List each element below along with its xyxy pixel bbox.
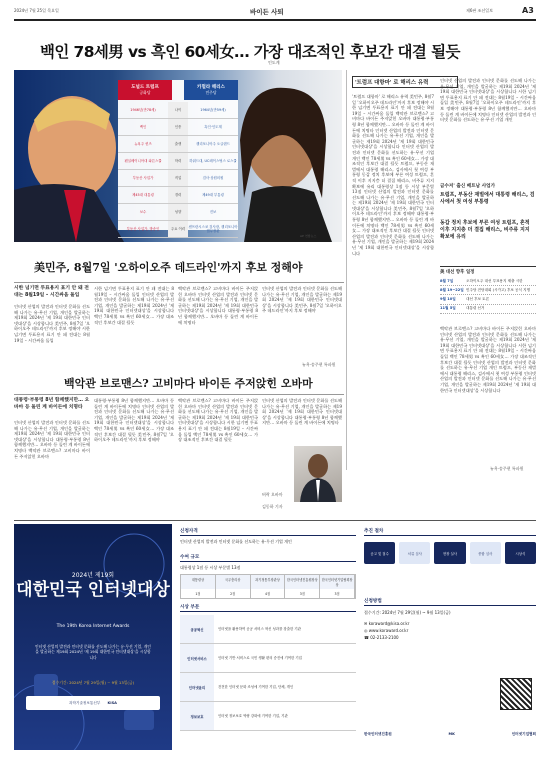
sidebar-body1-cont3: 백악관 브로맨스? 고비마다 바이든 주저앉힌 오바마 xyxy=(352,110,434,122)
ad-section-2-title: 수여 규모 xyxy=(180,554,356,562)
category-row xyxy=(180,615,356,644)
ad-left-panel xyxy=(14,524,172,750)
comparison-row xyxy=(118,153,238,170)
article2-col3-text: 백악관 브로맨스? 고비마다 바이든 주저앉힌 오바마 xyxy=(178,398,258,409)
ad-organizer-2: KISA xyxy=(107,701,117,705)
schedule-date: 8월 19~22일 xyxy=(440,287,464,292)
process-step: 서류 심사 xyxy=(399,542,430,564)
article2-col1-text3: 백악관 브로맨스? 고비마다 바이든 주저앉힌 오바마 xyxy=(14,447,90,459)
category-name: 인터넷윤리 xyxy=(180,673,214,701)
schedule-date: 11월 5일 xyxy=(440,306,456,311)
category-row xyxy=(180,702,356,731)
sidebar-body3-cont2: 시한 넘기면 투표용지 표기 안 돼 전대는 8월19일 – 시간싸움 돌입 xyxy=(440,342,536,359)
comparison-row xyxy=(118,170,238,187)
comparison-right: 검사·상원의원 xyxy=(202,176,224,180)
category-name: 정보보호 xyxy=(180,702,214,730)
sidebar-body1-cont15: 인터넷 산업의 발전과 인터넷 문화를 선도해 나가는 유·무선 기업, 개인을 발굴하는 제19회 2024년 '제 19회 대한민국 인터넷대상'을 시상합니다 xyxy=(352,228,434,256)
sidebar-body3-cont4: 인터넷 산업의 발전과 인터넷 문화를 선도하는 유·무선 기업 개인 xyxy=(440,359,536,371)
sidebar-body1-cont11: 인터넷 산업의 발전과 인터넷 문화를 선도해 나가는 유·무선 기업, 개인을 발굴하는 제19회 2024년 '제 19회 대한민국 인터넷대상'을 시상합니다 xyxy=(352,189,434,211)
schedule-date: 9월 10일 xyxy=(440,296,456,301)
award-count: 2점 xyxy=(230,592,236,596)
article2-byline: 김동하 기자 xyxy=(262,504,283,509)
contact-web-text: www.koraward.or.kr xyxy=(368,628,409,633)
schedule-text: 오하이오주 대선 투표용지 제출 시한 xyxy=(466,278,523,283)
contact-email-text: koraward@kisa.or.kr xyxy=(368,621,410,626)
ad-contact xyxy=(364,620,536,641)
ad-year-label: 2024년 제19회 xyxy=(71,572,115,579)
schedule-title: 美 대선 향후 일정 xyxy=(440,270,475,275)
globe-icon: ◎ xyxy=(364,628,369,633)
comparison-label: 나이 xyxy=(168,102,188,118)
category-desc: 건전한 인터넷 문화 조성에 기여한 기업, 단체, 개인 xyxy=(218,684,294,689)
article2-col3-text4: 백인 78세男 vs 흑인 60세女… 가장 대조적인 후보간 대결 될듯 xyxy=(178,431,258,443)
category-desc: 인터넷 정보보호 역량 강화에 기여한 기업, 기관 xyxy=(218,713,288,718)
ad-section-4-title: 추진 절차 xyxy=(364,528,536,536)
comparison-right: 진보 xyxy=(209,210,217,214)
article1-col3-text2: 인터넷 산업의 발전과 인터넷 문화를 선도해 나가는 유·무선 기업, 개인을 발굴하는 제19회 2024년 '제 19회 대한민국 인터넷대상'을 시상합니다 xyxy=(178,291,258,314)
ad-section-3-title: 시상 부문 xyxy=(180,604,356,612)
comparison-left: 펜실베이니아대 와튼스쿨 xyxy=(124,159,162,163)
ad-qualification: 인터넷 산업의 발전과 인터넷 문화를 선도하는 유·무선 기업 개인 xyxy=(180,539,292,544)
comparison-row xyxy=(118,221,238,238)
ad-apply-period: 접수기간: 2024년 7월 29일(월) ~ 9월 13일(금) xyxy=(51,680,135,685)
sidebar-body1: '트럼프 대항마' 로 해리스 유력 xyxy=(352,94,409,99)
schedule-row xyxy=(440,277,536,286)
comparison-label: 경력 xyxy=(168,187,188,203)
schedule-text: 민주당 전당대회 (시카고) 후보 공식 지명 xyxy=(466,287,531,292)
organizer-logo: 한국인터넷진흥원 xyxy=(364,732,392,736)
award-count: 3점 xyxy=(299,592,305,596)
category-desc: 인터넷 기반 서비스로 국민 생활 편의 증진에 기여한 기업 xyxy=(218,655,302,660)
award-name: 한국인터넷기업협회장상 xyxy=(320,575,354,589)
article1-col4 xyxy=(262,286,342,360)
sidebar-body1-cont6: 인터넷 산업의 발전과 인터넷 문화를 선도하는 유·무선 기업 개인 xyxy=(352,144,434,161)
article1-col2-text: 시한 넘기면 투표용지 표기 안 돼 전대는 8월19일 – 시간싸움 돌입 xyxy=(94,286,174,297)
subhead-1: 美민주, 8월7일 '오하이오주 데드라인'까지 후보 정해야 xyxy=(34,261,303,274)
comparison-label: 직업 xyxy=(168,170,188,186)
sidebar-body1-cont14: 백인 78세男 vs 흑인 60세女… 가장 대조적인 후보간 대결 될듯 xyxy=(352,222,434,234)
contact-web[interactable] xyxy=(364,627,536,634)
article2-col3 xyxy=(178,398,258,512)
comparison-right: 1964년(만59세) xyxy=(200,108,226,112)
article2-col2-text3: 백인 78세男 vs 흑인 60세女… 가장 대조적인 후보간 대결 될듯 xyxy=(94,425,174,437)
award-name: 대통령상 xyxy=(181,575,215,589)
sidebar-text-col3 xyxy=(440,326,536,464)
sidebar-body1-cont7: 백인 78세男 vs 흑인 60세女… 가장 대조적인 후보간 대결 될듯 xyxy=(352,155,434,167)
sidebar-body2-cont: 시한 넘기면 투표용지 표기 안 돼 전대는 8월19일 – 시간싸움 돌입 xyxy=(440,89,536,106)
masthead xyxy=(14,6,536,18)
sidebar-text-col1 xyxy=(352,94,434,409)
sidebar-body3-cont: 인터넷 산업의 발전과 인터넷 문화를 선도해 나가는 유·무선 기업, 개인을 발굴하는 제19회 2024년 '제 19회 대한민국 인터넷대상'을 시상합니다 xyxy=(440,331,536,348)
sidebar-body3: 백악관 브로맨스? 고비마다 바이든 주저앉힌 오바마 xyxy=(440,326,536,331)
award-name: 국무총리상 xyxy=(216,575,250,589)
award-cell xyxy=(181,575,216,598)
comparison-left: 부동산 사업가, 방송인 xyxy=(126,227,160,231)
ad-section-5-title: 신청방법 xyxy=(364,598,536,606)
schedule-row xyxy=(440,286,536,295)
schedule-text: 대선 후보 토론 xyxy=(466,296,490,301)
ad-top-rule xyxy=(14,520,536,521)
schedule-text: 대통령 선거 xyxy=(466,306,485,311)
category-table xyxy=(180,615,356,731)
ad-logos xyxy=(364,732,536,737)
process-step: 공고 및 접수 xyxy=(364,542,395,564)
article1-col1 xyxy=(14,304,90,368)
contact-email[interactable] xyxy=(364,620,536,627)
phone-icon: ☎ xyxy=(364,635,371,640)
page-number: A3 xyxy=(522,6,534,15)
sidebar-body1-cont8: 트럼프, 부동산 재벌에서 대통령 해리스, 검사에서 첫 여성 부통령 xyxy=(352,161,434,178)
article1-col3 xyxy=(178,286,258,368)
sidebar-body1-cont9: 동갑 정치 후보에 부른 여성 트럼프, 흔적 이후 지지층 더 결집 해리스, 비주류 지지 확보에 유리 xyxy=(352,172,434,189)
ad-organizers xyxy=(26,696,160,710)
category-name: 인터넷서비스 xyxy=(180,644,214,672)
article1-col3-text: 백악관 브로맨스? 고비마다 바이든 주저앉힌 오바마 xyxy=(178,286,258,297)
schedule-box xyxy=(440,266,536,323)
sidebar-body2-cont2: 美민주, 8월7일 '오하이오주 데드라인'까지 후보 정해야 xyxy=(440,100,536,111)
article2-col3-text2: 인터넷 산업의 발전과 인터넷 문화를 선도해 나가는 유·무선 기업, 개인을 발굴하는 제19회 2024년 '제 19회 대한민국 인터넷대상'을 시상합니다 xyxy=(178,403,258,426)
sidebar-subtitle: 금수저' 출신 베트남 사업가 xyxy=(440,184,496,189)
comparison-row xyxy=(118,204,238,221)
comparison-label: 인종 xyxy=(168,119,188,135)
article1-byline: 뉴욕·송주현 특파원 xyxy=(302,362,336,367)
article1-col4-text2: 美민주, 8월7일 '오하이오주 데드라인'까지 후보 정해야 xyxy=(262,302,342,314)
comparison-row xyxy=(118,119,238,136)
comparison-left: 제45대 대통령 xyxy=(132,193,154,197)
schedule-date: 8월 7일 xyxy=(440,278,454,283)
article2-col2-text2: 인터넷 산업의 발전과 인터넷 문화를 선도해 나가는 유·무선 기업, 개인을 발굴하는 제19회 2024년 '제 19회 대한민국 인터넷대상'을 시상합니다 xyxy=(94,403,174,426)
sidebar-body2-cont4: 인터넷 산업의 발전과 인터넷 문화를 선도하는 유·무선 기업 개인 xyxy=(440,111,536,123)
comparison-label: 성향 xyxy=(168,204,188,220)
sidebar-body2-cont3: 대통령·부통령 8년 함께했지만… 오바마 등 돌린 계 바이든에 치명타 xyxy=(440,105,536,117)
article2-col2-text: 대통령·부통령 8년 함께했지만… 오바마 등 돌린 계 바이든에 치명타 xyxy=(94,398,174,409)
comparison-right: 흑인·인도계 xyxy=(204,125,222,129)
contact-phone-text: 02-2133-2100 xyxy=(370,635,399,640)
ad-decoration xyxy=(14,524,172,750)
comparison-left: 부동산 사업가 xyxy=(132,176,154,180)
obama-illustration xyxy=(294,446,342,502)
sidebar-body1-cont4: 대통령·부통령 8년 함께했지만… 오바마 등 돌린 계 바이든에 치명타 xyxy=(352,116,434,133)
ad-organizer-1: 과학기술정보통신부 xyxy=(69,701,101,705)
ad-right-panel xyxy=(364,528,536,746)
article2-col1 xyxy=(14,420,90,512)
ad-middle-panel xyxy=(180,528,356,746)
subhead-2-rule xyxy=(14,394,344,395)
obama-photo xyxy=(294,446,342,502)
sidebar-body3-cont6: 인터넷 산업의 발전과 인터넷 문화를 선도해 나가는 유·무선 기업, 개인을 발굴하는 제19회 2024년 '제 19회 대한민국 인터넷대상'을 시상합니다 xyxy=(440,370,536,393)
column-divider xyxy=(346,70,347,470)
article2-col2-text4: 美민주, 8월7일 '오하이오주 데드라인'까지 후보 정해야 xyxy=(94,431,174,443)
ad-title: 대한민국 인터넷대상 xyxy=(16,580,170,600)
masthead-rule xyxy=(14,19,536,21)
award-cell xyxy=(285,575,320,598)
comparison-row xyxy=(118,102,238,119)
article1-col1-text3: 시한 넘기면 투표용지 표기 안 돼 전대는 8월19일 – 시간싸움 돌입 xyxy=(14,326,90,343)
sidebar-body2: 인터넷 산업의 발전과 인터넷 문화를 선도해 나가는 유·무선 기업, 개인을 발굴하는 제19회 2024년 '제 19회 대한민국 인터넷대상'을 시상합니다 xyxy=(440,78,536,95)
article1-col2 xyxy=(94,286,174,368)
ad-section-1-title: 신청자격 xyxy=(180,528,356,536)
harris-name: 카멀라 해리스 xyxy=(197,85,225,90)
page-info: 제6판 조선일보 xyxy=(466,8,494,13)
category-name: 공공혁신 xyxy=(180,615,214,643)
article2-lede: 대통령·부통령 8년 함께했지만… 오바마 등 돌린 계 바이든에 치명타 xyxy=(14,398,90,410)
category-row xyxy=(180,673,356,702)
process-steps xyxy=(364,542,536,564)
category-row xyxy=(180,644,356,673)
photo-credit: AP 연합뉴스 xyxy=(300,234,317,238)
ad-section-2 xyxy=(180,554,356,599)
trump-party: 공화당 xyxy=(139,90,151,95)
comparison-right: 샌프란시스코 검사장, 캘리포니아 법무장관 xyxy=(188,225,238,233)
article2-col2 xyxy=(94,398,174,512)
award-cell xyxy=(320,575,355,598)
section-label: 바이든 사퇴 xyxy=(250,8,284,16)
article2-col1-text: 인터넷 산업의 발전과 인터넷 문화를 선도해 나가는 유·무선 기업, 개인을 발굴하는 제19회 2024년 '제 19회 대한민국 인터넷대상'을 시상합니다 xyxy=(14,420,90,442)
contact-phone[interactable] xyxy=(364,634,536,641)
comparison-label: 출생 xyxy=(168,136,188,152)
lead-photo xyxy=(14,70,342,242)
headline-kicker: 인도계 xyxy=(268,60,280,65)
article1-col1-text: 인터넷 산업의 발전과 인터넷 문화를 선도해 나가는 유·무선 기업, 개인을 발굴하는 제19회 2024년 '제 19회 대한민국 인터넷대상'을 시상합니다 xyxy=(14,304,90,326)
award-name: 한국인터넷진흥원장상 xyxy=(285,575,319,589)
award-count: 4점 xyxy=(264,592,271,596)
page-title: 백인 78세男 vs 흑인 60세女… 가장 대조적인 후보간 대결 될듯 xyxy=(40,43,460,61)
ad-section-1 xyxy=(180,528,356,544)
award-count: 3점 xyxy=(334,592,340,596)
sidebar-body1-cont5: 인터넷 산업의 발전과 인터넷 문화를 선도해 나가는 유·무선 기업, 개인을 발굴하는 제19회 2024년 '제 19회 대한민국 인터넷대상'을 시상합니다 xyxy=(352,127,434,150)
comparison-label: 주요 이력 xyxy=(168,221,188,237)
comparison-right: 제49대 부통령 xyxy=(202,193,224,197)
award-name: 과기정통부장관상 xyxy=(251,575,285,589)
pull-quote-1: 트럼프, 부동산 재벌에서 대통령 해리스, 검사에서 첫 여성 부통령 xyxy=(440,192,535,205)
organizer-logo: MK xyxy=(448,732,455,736)
sidebar-body1-cont12: 美민주, 8월7일 '오하이오주 데드라인'까지 후보 정해야 xyxy=(352,205,434,217)
process-step: 현장 실사 xyxy=(434,542,465,564)
award-cell xyxy=(251,575,286,598)
ad-banner xyxy=(14,524,536,750)
trump-name: 도널드 트럼프 xyxy=(131,85,159,90)
ad-apply-period-2: 접수기간: 2024년 7월 29일(월) ~ 9월 13일(금) xyxy=(364,610,451,615)
process-step: 시상식 xyxy=(505,542,536,564)
category-desc: 인터넷을 활용하여 공공 서비스 혁신 성과를 창출한 기관 xyxy=(218,626,301,631)
comparison-table xyxy=(118,80,238,233)
article2-col4-text: 인터넷 산업의 발전과 인터넷 문화를 선도해 나가는 유·무선 기업, 개인을 발굴하는 제19회 2024년 '제 19회 대한민국 인터넷대상'을 시상합니다 xyxy=(262,398,342,420)
harris-header xyxy=(184,80,238,100)
sidebar-body3-cont5: 트럼프, 부동산 재벌에서 대통령 해리스, 검사에서 첫 여성 부통령 xyxy=(440,365,536,376)
article1-col2-text2: 인터넷 산업의 발전과 인터넷 문화를 선도해 나가는 유·무선 기업, 개인을 발굴하는 제19회 2024년 '제 19회 대한민국 인터넷대상'을 시상합니다 xyxy=(94,291,174,314)
ad-award-scale: 대통령상 1점 등 시상 부문별 13점 xyxy=(180,565,241,570)
schedule-row xyxy=(440,305,536,314)
harris-party: 민주당 xyxy=(205,90,217,95)
obama-caption: 버락 오바마 xyxy=(262,492,283,497)
sidebar-title: '트럼프 대항마' 로 해리스 유력 xyxy=(352,76,458,88)
comparison-left: 1946년(만78세) xyxy=(130,108,156,112)
award-cell xyxy=(216,575,251,598)
ad-description: 인터넷 산업의 발전과 인터넷 문화를 선도해 나가는 유·무선 기업, 개인을 발굴하는 제19회 2024년 '제 19회 대한민국 인터넷대상'을 시상합니다 xyxy=(35,644,151,660)
ad-section-3 xyxy=(180,604,356,731)
article2-col1-text2: 대통령·부통령 8년 함께했지만… 오바마 등 돌린 계 바이든에 치명타 xyxy=(14,436,90,453)
comparison-row xyxy=(118,136,238,153)
organizer-logo: 인터넷기업협회 xyxy=(511,732,536,736)
comparison-right: 캘리포니아주 오클랜드 xyxy=(196,142,230,146)
subhead-2: 백악관 브로맨스? 고비마다 바이든 주저앉힌 오바마 xyxy=(64,377,313,390)
sidebar-byline: 뉴욕·송주현 특파원 xyxy=(490,466,524,471)
sidebar-body1-cont13: 대통령·부통령 8년 함께했지만… 오바마 등 돌린 계 바이든에 치명타 xyxy=(352,211,434,228)
comparison-row xyxy=(118,187,238,204)
mail-icon: ✉ xyxy=(364,621,369,626)
comparison-right: 하워드대, UC헤이스팅스 로스쿨 xyxy=(189,159,237,163)
article1-lede: 시한 넘기면 투표용지 표기 안 돼 전대는 8월19일 – 시간싸움 돌입 xyxy=(14,286,89,298)
comparison-left: 보수 xyxy=(139,210,147,214)
article1-col4-text: 인터넷 산업의 발전과 인터넷 문화를 선도해 나가는 유·무선 기업, 개인을 발굴하는 제19회 2024년 '제 19회 대한민국 인터넷대상'을 시상합니다 xyxy=(262,286,342,308)
article2-col3-text3: 시한 넘기면 투표용지 표기 안 돼 전대는 8월19일 – 시간싸움 돌입 xyxy=(178,420,258,437)
qr-code[interactable] xyxy=(500,678,532,710)
pull-quote-2: 동갑 정치 후보에 부른 여성 트럼프, 흔적 이후 지지층 더 결집 해리스, 비주류 지지 확보에 유리 xyxy=(440,220,530,240)
sidebar-body1-cont10: 대통령상 1점 등 시상 부문별 13점 xyxy=(352,183,434,195)
article2-col4-text2: 대통령·부통령 8년 함께했지만… 오바마 등 돌린 계 바이든에 치명타 xyxy=(262,414,342,426)
comparison-left: 뉴욕주 퀸즈 xyxy=(134,142,152,146)
article2-col4 xyxy=(262,398,342,442)
article1-col3-text3: 대통령·부통령 8년 함께했지만… 오바마 등 돌린 계 바이든에 치명타 xyxy=(178,308,258,325)
award-table xyxy=(180,574,356,599)
sidebar-text-col2 xyxy=(440,78,536,178)
ad-subtitle: The 19th Korea Internet Awards xyxy=(56,624,130,629)
comparison-left: 백인 xyxy=(139,125,147,129)
sidebar-body1-cont: 美민주, 8월7일 '오하이오주 데드라인'까지 후보 정해야 xyxy=(352,94,434,105)
sidebar-body3-cont3: 백인 78세男 vs 흑인 60세女… 가장 대조적인 후보간 대결 될듯 xyxy=(440,353,536,365)
comparison-rows xyxy=(118,102,238,238)
subhead-1-rule xyxy=(14,282,344,283)
article1-col1-text2: 美민주, 8월7일 '오하이오주 데드라인'까지 후보 정해야 xyxy=(14,320,90,332)
article1-col2-text3: 백인 78세男 vs 흑인 60세女… 가장 대조적인 후보간 대결 될듯 xyxy=(94,313,174,325)
process-step: 종합 심사 xyxy=(470,542,501,564)
trump-header xyxy=(118,80,172,100)
masthead-date: 2024년 7월 25일 목요일 xyxy=(14,8,59,13)
comparison-label: 학력 xyxy=(168,153,188,169)
sidebar-body1-cont2: 시한 넘기면 투표용지 표기 안 돼 전대는 8월19일 – 시간싸움 돌입 xyxy=(352,99,434,116)
schedule-row xyxy=(440,295,536,304)
schedule-rows xyxy=(440,277,536,314)
award-count: 1점 xyxy=(195,592,201,596)
